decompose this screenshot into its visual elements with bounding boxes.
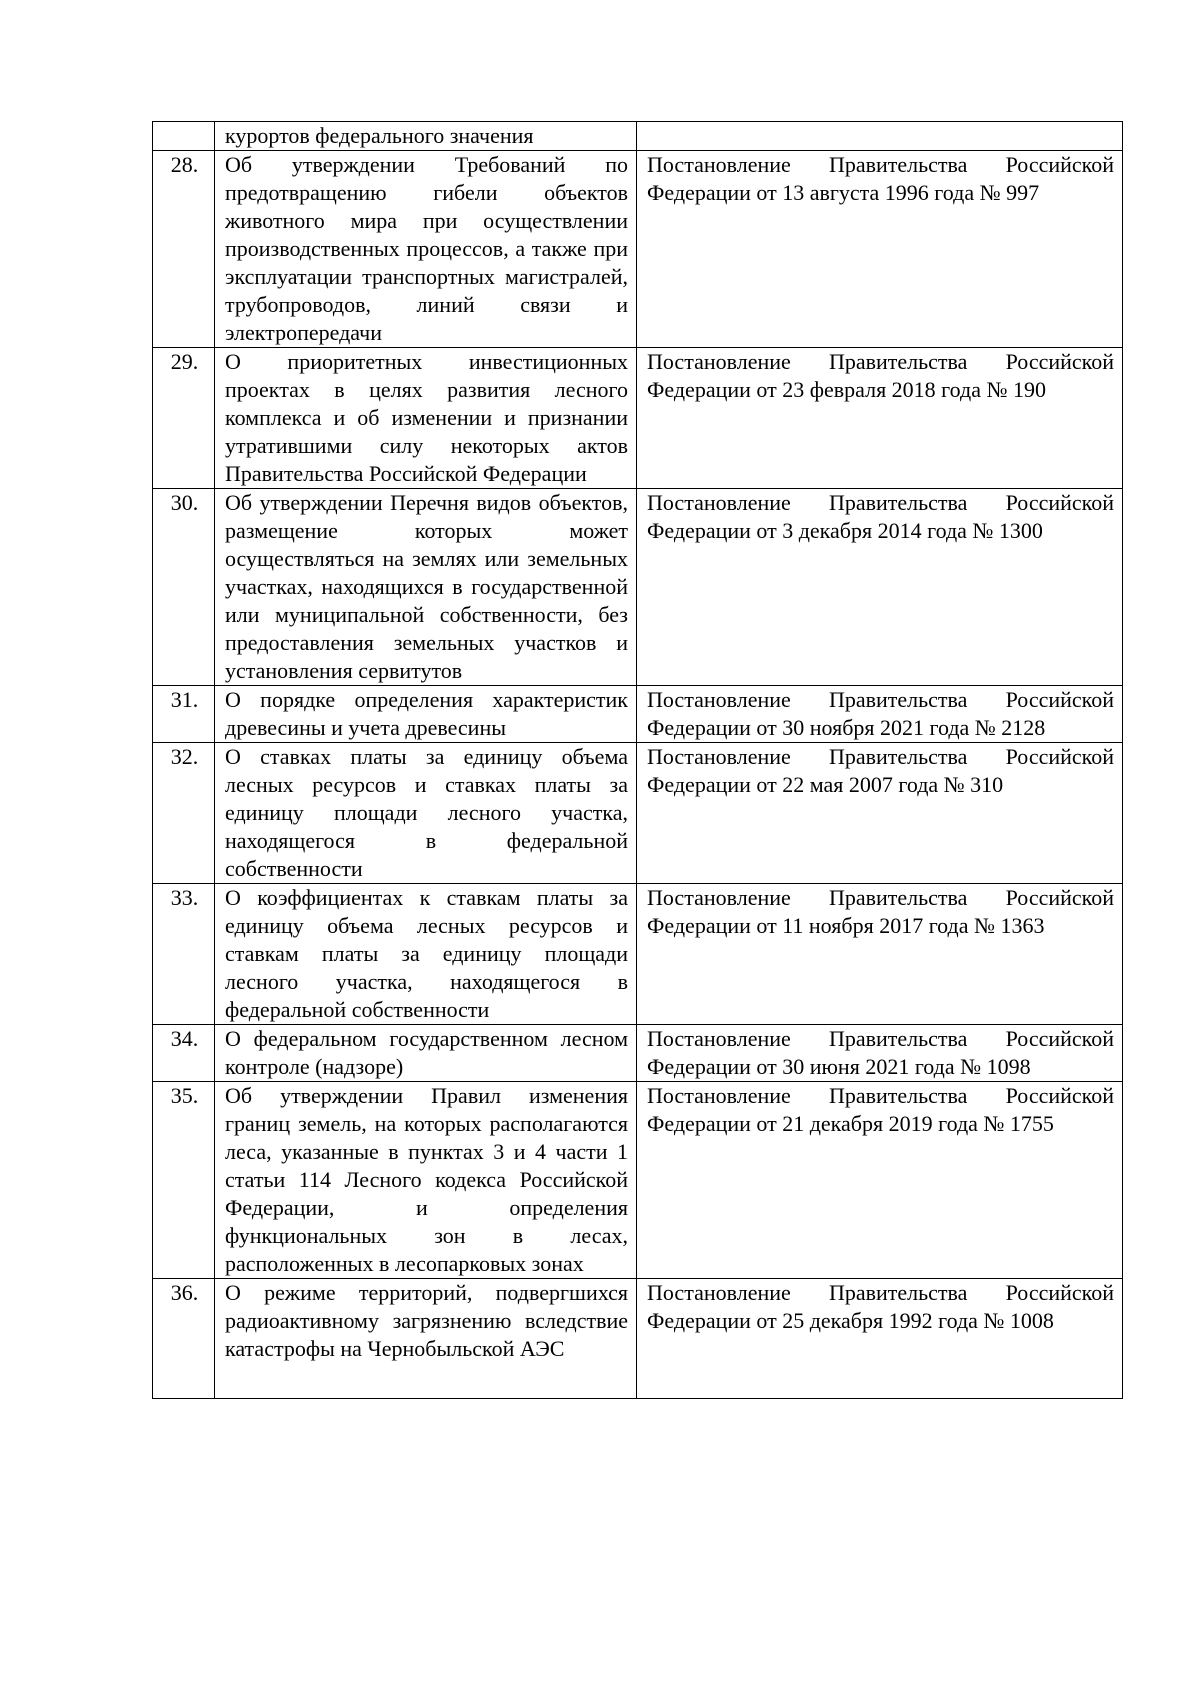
row-number: 29. [153,348,215,489]
table-row [153,151,1123,348]
row-title: О режиме территорий, подвергшихся радиоактивному загрязнению вследствие катастрофы на Чернобыльской АЭС [215,1279,637,1399]
row-number: 28. [153,151,215,348]
row-title: Об утверждении Правил изменения границ земель, на которых располагаются леса, указанные в пунктах 3 и 4 части 1 статьи 114 Лесного кодекса Российской Федерации, и определения функциональных зон в лесах, расположенных в лесопарковых зонах [215,1082,637,1279]
table-row [153,1279,1123,1399]
row-number: 36. [153,1279,215,1399]
row-title: курортов федерального значения [215,122,637,151]
table-row [153,122,1123,151]
table-row [153,686,1123,743]
row-number: 31. [153,686,215,743]
row-legal-act: Постановление Правительства Российской Федерации от 13 августа 1996 года № 997 [637,151,1123,348]
table-row [153,489,1123,686]
row-title: О порядке определения характеристик древесины и учета древесины [215,686,637,743]
row-legal-act [637,122,1123,151]
document-page [152,121,1122,1399]
row-number: 32. [153,743,215,884]
row-legal-act: Постановление Правительства Российской Федерации от 23 февраля 2018 года № 190 [637,348,1123,489]
row-number [153,122,215,151]
row-legal-act: Постановление Правительства Российской Федерации от 30 ноября 2021 года № 2128 [637,686,1123,743]
row-number: 33. [153,884,215,1025]
row-title: О коэффициентах к ставкам платы за единицу объема лесных ресурсов и ставкам платы за единицу площади лесного участка, находящегося в федеральной собственности [215,884,637,1025]
row-title: О приоритетных инвестиционных проектах в целях развития лесного комплекса и об изменении и признании утратившими силу некоторых актов Правительства Российской Федерации [215,348,637,489]
table-row [153,884,1123,1025]
row-title: О федеральном государственном лесном контроле (надзоре) [215,1025,637,1082]
row-legal-act: Постановление Правительства Российской Федерации от 11 ноября 2017 года № 1363 [637,884,1123,1025]
table-row [153,348,1123,489]
table-row [153,1025,1123,1082]
table-row [153,1082,1123,1279]
row-number: 34. [153,1025,215,1082]
row-title: О ставках платы за единицу объема лесных ресурсов и ставках платы за единицу площади лесного участка, находящегося в федеральной собственности [215,743,637,884]
regulations-table [152,121,1123,1399]
row-title: Об утверждении Перечня видов объектов, размещение которых может осуществляться на землях или земельных участках, находящихся в государственной или муниципальной собственности, без предоставления земельных участков и установления сервитутов [215,489,637,686]
row-legal-act: Постановление Правительства Российской Федерации от 30 июня 2021 года № 1098 [637,1025,1123,1082]
table-row [153,743,1123,884]
row-legal-act: Постановление Правительства Российской Федерации от 3 декабря 2014 года № 1300 [637,489,1123,686]
row-title: Об утверждении Требований по предотвращению гибели объектов животного мира при осуществлении производственных процессов, а также при эксплуатации транспортных магистралей, трубопроводов, линий связи и электропередачи [215,151,637,348]
row-number: 30. [153,489,215,686]
row-legal-act: Постановление Правительства Российской Федерации от 21 декабря 2019 года № 1755 [637,1082,1123,1279]
row-legal-act: Постановление Правительства Российской Федерации от 25 декабря 1992 года № 1008 [637,1279,1123,1399]
row-legal-act: Постановление Правительства Российской Федерации от 22 мая 2007 года № 310 [637,743,1123,884]
row-number: 35. [153,1082,215,1279]
